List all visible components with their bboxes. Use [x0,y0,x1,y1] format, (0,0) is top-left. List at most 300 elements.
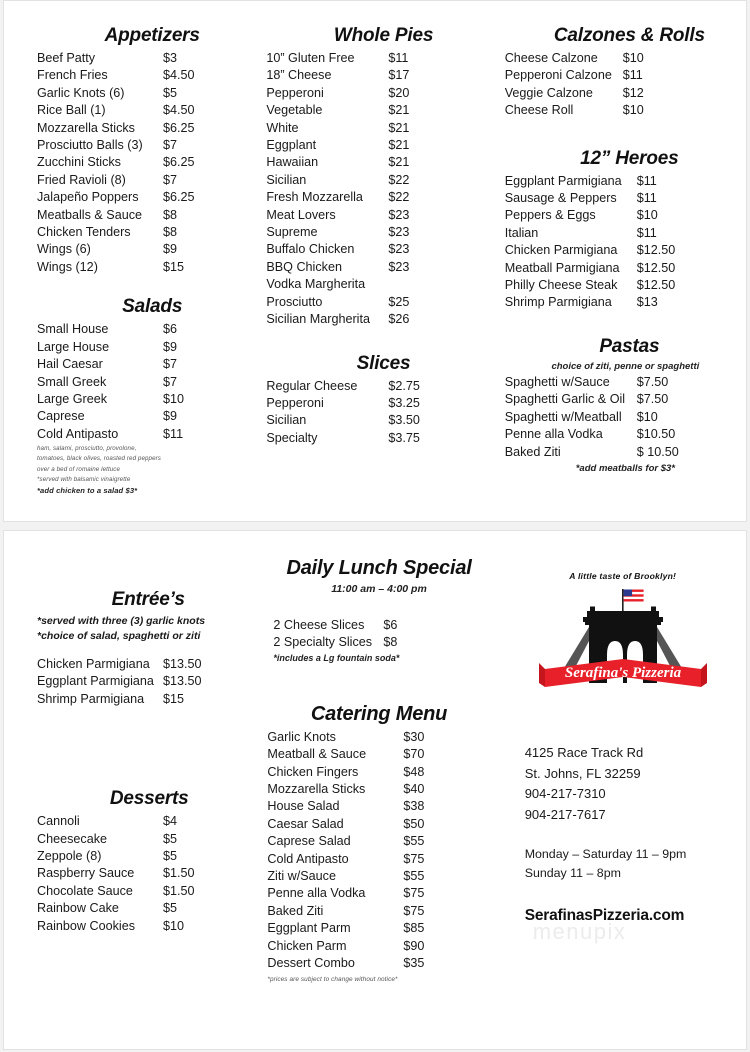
section-title-appetizers: Appetizers [104,25,200,46]
item-price: $9 [163,409,178,424]
item-price: $9 [163,339,178,354]
item-name: Italian [504,225,539,240]
item-price: $23 [388,207,410,222]
salad-description-line2: tomatoes, black olives, roasted red peppers [37,455,161,463]
item-price: $10 [163,391,185,406]
item-name: Meatball & Sauce [267,747,367,762]
item-price: $10 [163,918,185,933]
item-price: $5 [163,85,178,100]
item-name: Specialty [266,430,318,445]
menu-item [37,691,255,708]
phone-primary[interactable]: 904-217-7310 [524,786,606,801]
entrees-list [37,656,255,708]
item-name: Cold Antipasto [37,426,119,441]
item-name: Cold Antipasto [267,851,349,866]
menu-item [505,85,746,102]
menu-item [266,241,490,258]
item-name: Small Greek [37,374,107,389]
menu-item [37,189,255,206]
menu-item [37,813,255,830]
lunch-special-hours: 11:00 am – 4:00 pm [331,583,427,595]
section-entrees [37,589,255,708]
item-name: Spaghetti Garlic & Oil [504,392,626,407]
item-name: Eggplant Parmigiana [37,674,154,689]
item-name: Meatball Parmigiana [504,260,620,275]
address-line-2: St. Johns, FL 32259 [524,765,641,781]
menu-item [266,224,490,241]
column-entrees-desserts [4,531,255,1049]
heroes-list [505,173,746,312]
item-price: $55 [403,869,425,884]
item-name: Shrimp Parmigiana [504,295,612,310]
item-name: Cheese Calzone [504,51,598,65]
menu-item [505,225,746,242]
item-price: $12.50 [636,260,676,275]
menu-item [37,224,255,241]
item-price: $11 [636,191,657,206]
item-price: $8 [163,225,178,240]
catering-list [267,729,490,973]
item-price: $7.50 [636,374,669,389]
item-name: Baked Ziti [504,444,561,459]
section-title-slices: Slices [356,352,411,374]
item-price: $4.50 [163,103,195,118]
menu-item [273,617,496,634]
menu-item [267,955,490,972]
menu-item [37,408,255,425]
menu-item [266,259,490,276]
item-name: Chicken Parmigiana [37,657,150,671]
lunch-special-list [267,617,496,652]
item-name: Chocolate Sauce [37,883,133,898]
item-name: Cheese Roll [504,103,574,118]
item-price: $10 [636,409,658,424]
item-price: $12.50 [636,278,676,293]
item-name: Wings (12) [37,259,98,274]
item-price: $15 [163,259,185,274]
item-name: Chicken Fingers [267,764,359,779]
menu-item [37,848,255,865]
menu-item [267,798,490,815]
section-calzones-rolls [505,25,746,120]
menu-item [37,831,255,848]
desserts-list [37,813,255,935]
item-price: $10.50 [636,427,676,442]
menu-item [37,900,255,917]
menu-item [505,444,746,461]
item-name: Meat Lovers [266,207,336,222]
menu-item [266,154,490,171]
section-title-calzones-rolls: Calzones & Rolls [553,25,705,46]
section-slices [266,353,490,448]
menu-item [37,172,255,189]
section-title-pastas: Pastas [599,335,660,357]
item-name: Penne alla Vodka [267,886,366,901]
item-price: $26 [388,312,410,327]
column-lunch-catering [255,531,490,1049]
item-name: Hawaiian [266,155,319,170]
menu-item [266,412,490,429]
item-price: $75 [403,886,425,901]
item-price: $6.25 [163,190,195,205]
salad-dressing-note: *served with balsamic vinaigrette [37,475,131,483]
item-name: Large House [37,339,110,354]
item-name: Rainbow Cake [37,901,119,916]
item-price: $6 [383,618,398,632]
item-price: $55 [403,834,425,849]
logo-tagline: A little taste of Brooklyn! [569,571,677,581]
menu-item [505,391,746,408]
menu-item [505,426,746,443]
menu-item [37,374,255,391]
menu-item [266,207,490,224]
item-name: White [266,120,299,135]
sheet-divider [0,522,750,530]
item-name: Vegetable [266,103,323,118]
item-price: $22 [388,172,410,187]
section-title-desserts: Desserts [109,788,189,810]
menu-item [266,50,490,67]
item-name: Rice Ball (1) [37,103,106,118]
item-price: $17 [388,68,410,83]
menu-sheet-back [3,530,747,1050]
item-name: French Fries [37,68,108,83]
item-name: Wings (6) [37,242,91,257]
section-title-heroes: 12” Heroes [580,147,679,169]
item-name: Caprese Salad [267,834,351,849]
menu-item [37,102,255,119]
item-name: Small House [37,322,109,337]
menu-item [37,50,255,67]
menu-item [505,102,746,119]
section-whole-pies [266,25,490,329]
menu-item [505,173,746,190]
item-price: $12.50 [636,243,676,258]
item-name: Chicken Parmigiana [504,243,618,258]
menu-item [267,868,490,885]
item-price: $21 [388,155,410,170]
menu-item [267,729,490,746]
salad-description-line1: ham, salami, prosciutto, provolone, [37,445,137,453]
item-name: Jalapeño Poppers [37,190,139,205]
item-name: 2 Cheese Slices [273,618,365,632]
phone-secondary[interactable]: 904-217-7617 [524,806,606,822]
item-price: $2.75 [388,378,420,393]
item-price: $85 [403,921,425,936]
item-price: $21 [388,103,410,118]
entrees-note-garlic-knots: *served with three (3) garlic knots [37,615,206,627]
menu-item [505,50,746,67]
menu-item [37,207,255,224]
menu-item [37,154,255,171]
hours-sunday: Sunday 11 – 8pm [524,866,621,880]
item-name: Zeppole (8) [37,849,102,864]
item-price: $3 [163,51,178,65]
item-name: Fried Ravioli (8) [37,172,126,187]
item-name: Mozzarella Sticks [37,120,135,135]
item-name: Pepperoni [266,395,324,410]
item-price: $25 [388,294,410,309]
menu-item [267,816,490,833]
menu-item [267,938,490,955]
item-name: 18” Cheese [266,68,332,83]
menu-item [37,241,255,258]
menu-item [267,920,490,937]
item-price: $10 [622,103,644,118]
item-name: Penne alla Vodka [504,427,603,442]
item-price: $6 [163,322,178,337]
item-price: $38 [403,799,425,814]
item-price: $6.25 [163,155,195,170]
item-name: Supreme [266,225,318,240]
hours-block [525,845,746,883]
item-price: $23 [388,242,410,257]
item-price: $11 [622,68,643,83]
item-name: Prosciutto [266,294,323,309]
item-price: $1.50 [163,866,195,881]
section-title-entrees: Entrée’s [111,589,185,610]
menu-item [505,260,746,277]
item-name: Sicilian Margherita [266,312,370,327]
menu-item [505,277,746,294]
section-desserts [37,788,255,935]
item-price: $75 [403,851,425,866]
menu-item [266,294,490,311]
item-name: Prosciutto Balls (3) [37,138,143,153]
menu-item [37,918,255,935]
item-name: Cheesecake [37,831,108,846]
menu-item [37,356,255,373]
item-price: $5 [163,901,178,916]
menu-item [267,885,490,902]
menu-item [266,395,490,412]
menu-item [37,391,255,408]
item-price: $3.50 [388,413,420,428]
item-price: $1.50 [163,883,195,898]
menu-item [266,189,490,206]
section-pastas [505,336,746,474]
item-price: $11 [163,426,184,441]
menu-item [266,85,490,102]
item-name: Garlic Knots (6) [37,85,125,100]
calzones-list [505,50,746,120]
section-appetizers [37,25,255,276]
item-name: Caesar Salad [267,816,344,831]
brooklyn-bridge-icon [539,583,707,695]
menu-item [37,883,255,900]
contact-block [525,743,746,825]
item-name: Spaghetti w/Sauce [504,374,610,389]
section-salads [37,296,255,496]
menu-item [37,259,255,276]
item-name: Chicken Parm [267,938,347,953]
menu-item [37,673,255,690]
entrees-note-side-choice: *choice of salad, spaghetti or ziti [37,630,201,642]
section-heroes [505,148,746,312]
menu-item [267,833,490,850]
appetizers-list [37,50,255,276]
menu-sheet-front [3,0,747,522]
item-price: $6.25 [163,120,195,135]
item-name: Philly Cheese Steak [504,278,618,293]
salad-add-chicken-note: *add chicken to a salad $3* [37,485,138,495]
hours-weekday: Monday – Saturday 11 – 9pm [524,847,687,861]
item-name: Fresh Mozzarella [266,190,363,205]
item-price: $11 [636,225,657,240]
menu-item [505,409,746,426]
item-price: $35 [403,956,425,971]
item-price: $30 [403,729,425,744]
menu-item [505,207,746,224]
item-price: $8 [163,207,178,222]
item-price: $48 [403,764,425,779]
address-line-1: 4125 Race Track Rd [524,745,644,760]
item-name: Eggplant [266,138,317,153]
column-pies-slices [255,1,490,521]
lunch-special-soda-note: *includes a Lg fountain soda* [273,652,400,663]
item-name: Raspberry Sauce [37,866,135,881]
item-name: House Salad [267,799,340,814]
catering-price-disclaimer: *prices are subject to change without notice* [267,975,398,983]
item-name: Pepperoni [266,85,324,100]
item-name: Caprese [37,409,85,424]
menupix-watermark: menupix [532,919,627,944]
menu-item [266,102,490,119]
item-name: Ziti w/Sauce [267,869,336,884]
item-price: $3.75 [388,430,420,445]
item-price: $4.50 [163,68,195,83]
menu-item [266,311,490,328]
menu-item [266,276,490,293]
menu-item [267,781,490,798]
item-price: $70 [403,747,425,762]
item-price: $9 [163,242,178,257]
item-price: $20 [388,85,410,100]
item-name: 10” Gluten Free [266,51,355,65]
menu-item [266,137,490,154]
menu-item [267,903,490,920]
item-name: Cannoli [37,814,80,829]
menu-item [505,67,746,84]
item-price: $21 [388,138,410,153]
item-name: Baked Ziti [267,903,324,918]
item-name: Chicken Tenders [37,225,131,240]
menu-item [266,120,490,137]
menu-item [505,294,746,311]
item-name: 2 Specialty Slices [273,635,373,650]
item-price: $5 [163,831,178,846]
item-price: $13.50 [163,674,202,689]
column-logo-contact [491,531,746,1049]
whole-pies-list [266,50,490,329]
menu-item [266,430,490,447]
menu-item [266,378,490,395]
menu-item [37,67,255,84]
item-name: Hail Caesar [37,357,103,372]
section-title-lunch-special: Daily Lunch Special [286,557,472,579]
restaurant-logo [525,571,721,699]
item-name: Mozzarella Sticks [267,782,366,797]
menu-item [37,339,255,356]
item-price: $12 [622,85,644,100]
item-name: Dessert Combo [267,956,355,971]
item-price: $5 [163,849,178,864]
item-name: Veggie Calzone [504,85,593,100]
item-price: $7 [163,374,178,389]
section-title-whole-pies: Whole Pies [333,25,434,46]
menu-item [37,426,255,443]
item-price: $10 [636,208,658,223]
item-name: Meatballs & Sauce [37,207,143,222]
section-title-catering: Catering Menu [310,702,448,725]
pastas-list [505,374,746,461]
salads-list [37,321,255,443]
item-name: Regular Cheese [266,378,358,393]
logo-banner-text: Serafina's Pizzeria [564,665,681,681]
item-price: $15 [163,691,185,706]
item-name: Eggplant Parmigiana [504,173,622,188]
item-name: Zucchini Sticks [37,155,121,170]
item-name: Buffalo Chicken [266,242,355,257]
item-price: $10 [622,51,644,65]
section-title-salads: Salads [122,296,183,318]
item-name: Sicilian [266,172,307,187]
menu-item [37,865,255,882]
menu-item [267,764,490,781]
item-price: $ 10.50 [636,444,679,459]
website-link[interactable]: SerafinasPizzeria.com [524,907,685,924]
item-name: Spaghetti w/Meatball [504,409,622,424]
item-name: Eggplant Parm [267,921,351,936]
pastas-subtitle: choice of ziti, penne or spaghetti [551,360,700,372]
menu-item [505,190,746,207]
section-catering [267,703,490,984]
salad-description-line3: over a bed of romaine lettuce [37,465,121,473]
item-name: Beef Patty [37,51,96,65]
item-name: Large Greek [37,391,108,406]
menu-item [37,120,255,137]
item-price: $7.50 [636,392,669,407]
item-name: Garlic Knots [267,729,336,744]
item-price: $8 [383,635,398,650]
column-appetizers-salads [4,1,255,521]
item-name: Peppers & Eggs [504,208,596,223]
item-price: $40 [403,782,425,797]
item-name: BBQ Chicken [266,259,342,274]
item-price: $22 [388,190,410,205]
item-price: $11 [636,173,657,188]
item-price: $3.25 [388,395,420,410]
item-name: Sausage & Peppers [504,191,617,206]
item-price: $7 [163,138,178,153]
item-price: $4 [163,814,178,829]
item-price: $21 [388,120,410,135]
item-price: $75 [403,903,425,918]
item-name: Vodka Margherita [266,277,366,292]
column-calzones-heroes-pastas [491,1,746,521]
menu-item [505,242,746,259]
item-price: $7 [163,357,178,372]
menu-item [266,172,490,189]
item-price: $23 [388,225,410,240]
item-price: $23 [388,259,410,274]
menu-item [267,851,490,868]
item-name: Sicilian [266,413,307,428]
menu-item [37,656,255,673]
item-price: $50 [403,816,425,831]
menu-item [267,746,490,763]
item-price: $13.50 [163,657,202,671]
